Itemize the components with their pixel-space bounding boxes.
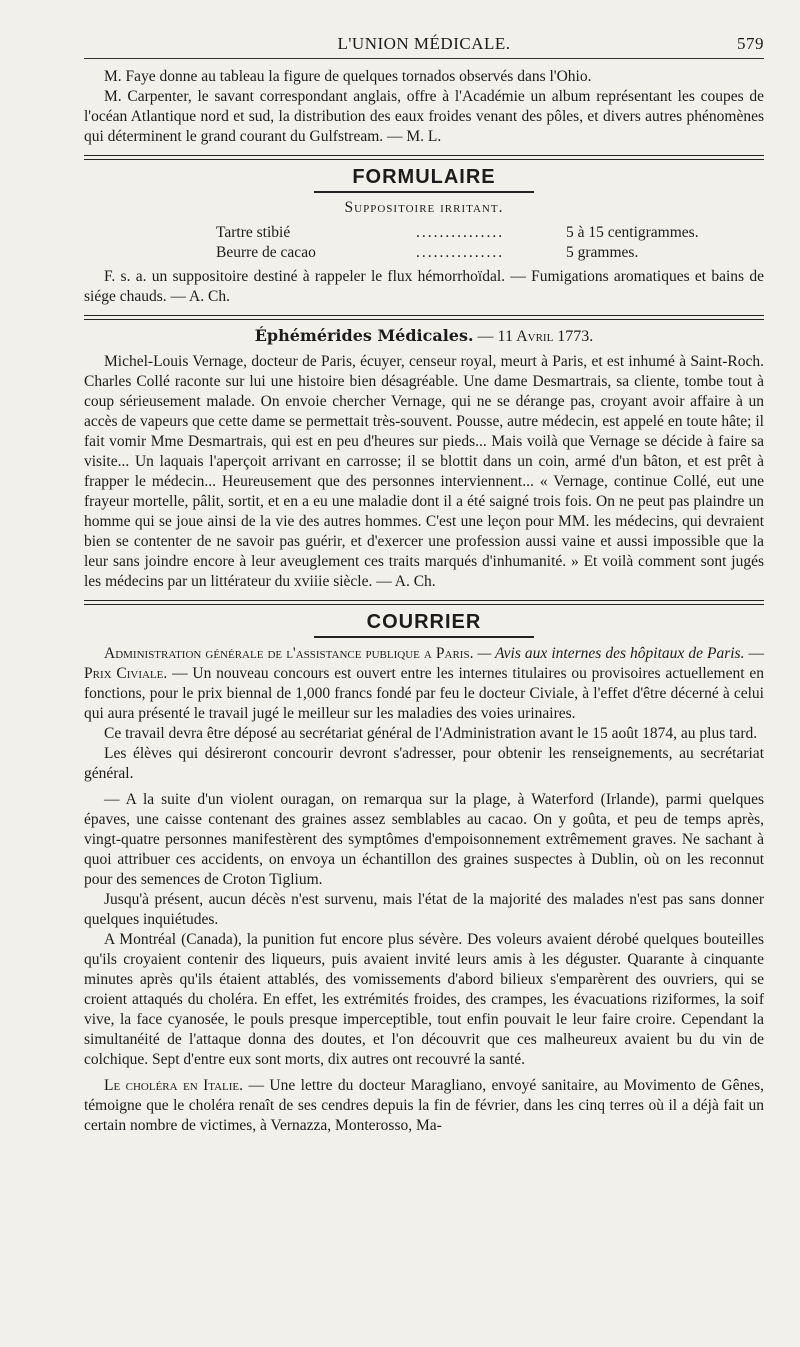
administration-heading: Administration générale de l'assistance publique a Paris. <box>104 645 474 662</box>
paragraph-text: — Une lettre du docteur Maragliano, envoyé sanitaire, au Movimento de Gênes, témoigne que le choléra renaît de ses cendres depuis la fin de février, dans les cinq terres où il a déjà fait un certain nombre de victimes, à Vernazza, Monterosso, Ma- <box>84 1077 765 1134</box>
courrier-paragraph-2: Ce travail devra être déposé au secrétariat général de l'Administration avant le 15 août 1874, au plus tard. <box>104 725 758 742</box>
courrier-title: COURRIER <box>366 611 482 633</box>
ephemerides-title <box>84 326 764 346</box>
courrier-paragraph-3: Les élèves qui désireront concourir devront s'adresser, pour obtenir les renseignements, au secrétariat général. <box>84 745 764 782</box>
intro-paragraph-2: M. Carpenter, le savant correspondant anglais, offre à l'Académie un album représentant les coupes de l'océan Atlantique nord et sud, la distribution des eaux froides venant des pôles, et divers autres phénomènes qui déterminent le grand courant du Gulfstream. — M. L. <box>84 88 764 145</box>
recipe <box>216 223 764 263</box>
ingredient-name: Beurre de cacao <box>216 244 316 261</box>
ingredient-quantity: 5 grammes. <box>566 244 639 261</box>
title-underline <box>314 636 534 638</box>
ingredient-name: Tartre stibié <box>216 224 291 241</box>
page-number: 579 <box>737 34 764 53</box>
ephemerides-date: — 11 Avril 1773. <box>477 328 594 345</box>
title-underline <box>314 191 534 193</box>
ingredient-quantity: 5 à 15 centigrammes. <box>566 224 699 241</box>
leader-dots: ............... <box>416 224 505 241</box>
courrier-paragraph-6: A Montréal (Canada), la punition fut encore plus sévère. Des voleurs avaient dérobé quelques bouteilles qu'ils croyaient contenir des liqueurs, puis avaient invité leurs amis à les déguster. Quarante à cinquante minutes après qu'ils étaient attablés, des vomissements d'abord bilieux s'emparèrent des ouvriers, qui se croient attaqués du choléra. En effet, les extrémités froides, des crampes, les évacuations riziformes, la soif vive, la face cyanosée, le pouls presque imperceptible, tout enfin pouvait le leur faire croire. Cependant la simultanéité de l'attaque donna des doutes, et l'on découvrit que ces malheureux avaient bu du vin de colchique. Sept d'entre eux sont morts, dix autres ont recouvré la santé. <box>84 931 764 1068</box>
intro-paragraph-1: M. Faye donne au tableau la figure de quelques tornados observés dans l'Ohio. <box>104 68 592 85</box>
courrier-paragraph-4: — A la suite d'un violent ouragan, on remarqua sur la plage, à Waterford (Irlande), parmi quelques épaves, une caisse contenant des graines assez semblables au cacao. On y goûta, et peu de temps après, vingt-quatre personnes manifestèrent des symptômes d'empoisonnement extrêmement graves. Ne sachant à quoi attribuer ces accidents, on envoya un échantillon des graines suspectes à Dublin, où on les reconnut pour des semences de Croton Tiglium. <box>84 791 764 888</box>
leader-dots: ............... <box>416 244 505 261</box>
notice-title: — Avis aux internes des hôpitaux de Paris. <box>477 645 745 662</box>
formulaire-subtitle: Suppositoire irritant. <box>344 199 504 216</box>
journal-title: L'UNION MÉDICALE. <box>337 34 511 53</box>
section-divider <box>84 600 764 605</box>
ephemerides-text: Michel-Louis Vernage, docteur de Paris, écuyer, censeur royal, meurt à Paris, et est inhumé à Saint-Roch. Charles Collé raconte sur lui une histoire bien désagréable. Une dame Desmartrais, sa cliente, tombe tout à coup sérieusement malade. On envoie chercher Vernage, qui ne se dérange pas, croyant avoir affaire à un accès de vapeurs que cette dame se permettait très-souvent. Pousse, autre médecin, est appelé en toute hâte; il fait vomir Mme Desmartrais, qui est en peu d'heures sur pieds... Mais voilà que Vernage se décide à faire sa visite... Un laquais l'aperçoit arrivant en carrosse; il se blottit dans un coin, armé d'un bâton, et est prêt à frapper le médecin... Heureusement que des personnes interviennent... « Vernage, continue Collé, eut une frayeur mortelle, pâlit, sortit, et en a eu une maladie dont il a été saigné trois fois. On ne peut pas plaindre un homme qui se joue ainsi de la vie des autres hommes. C'est une leçon pour MM. les médecins, qui devraient bien se contenter de ne savoir pas guérir, et d'exercer une profession aussi vaine et aussi impossible que la leur sans joindre encore à leur aveuglement ces traits marqués d'inhumanité. » Et voilà comment sont jugés les médecins par un littérateur du xviiie siècle. — A. Ch. <box>84 353 764 590</box>
formulaire-title: FORMULAIRE <box>352 166 496 188</box>
running-head <box>84 28 764 59</box>
page <box>84 28 764 1136</box>
cholera-heading: Le choléra en Italie. <box>104 1077 244 1094</box>
ephemerides-heading: Éphémérides Médicales. <box>254 326 474 345</box>
courrier-paragraph-1 <box>84 644 764 724</box>
courrier-paragraph-5: Jusqu'à présent, aucun décès n'est survenu, mais l'état de la majorité des malades n'est pas sans donner quelques inquiétudes. <box>84 891 764 928</box>
recipe-row <box>216 223 764 243</box>
section-divider <box>84 155 764 160</box>
formulaire-text: F. s. a. un suppositoire destiné à rappeler le flux hémorrhoïdal. — Fumigations aromatiques et bains de siége chauds. — A. Ch. <box>84 268 764 305</box>
paragraph-text: — Un nouveau concours est ouvert entre les internes titulaires ou provisoires actuellement en fonctions, pour le prix biennal de 1,000 francs fondé par feu le docteur Civiale, à l'effet d'être décerné à celui qui aura présenté le travail jugé le meilleur sur les maladies des voies urinaires. <box>84 665 764 722</box>
prize-name: — Prix Civiale. <box>84 645 764 682</box>
courrier-paragraph-7 <box>84 1076 764 1136</box>
recipe-row <box>216 243 764 263</box>
section-divider <box>84 315 764 320</box>
